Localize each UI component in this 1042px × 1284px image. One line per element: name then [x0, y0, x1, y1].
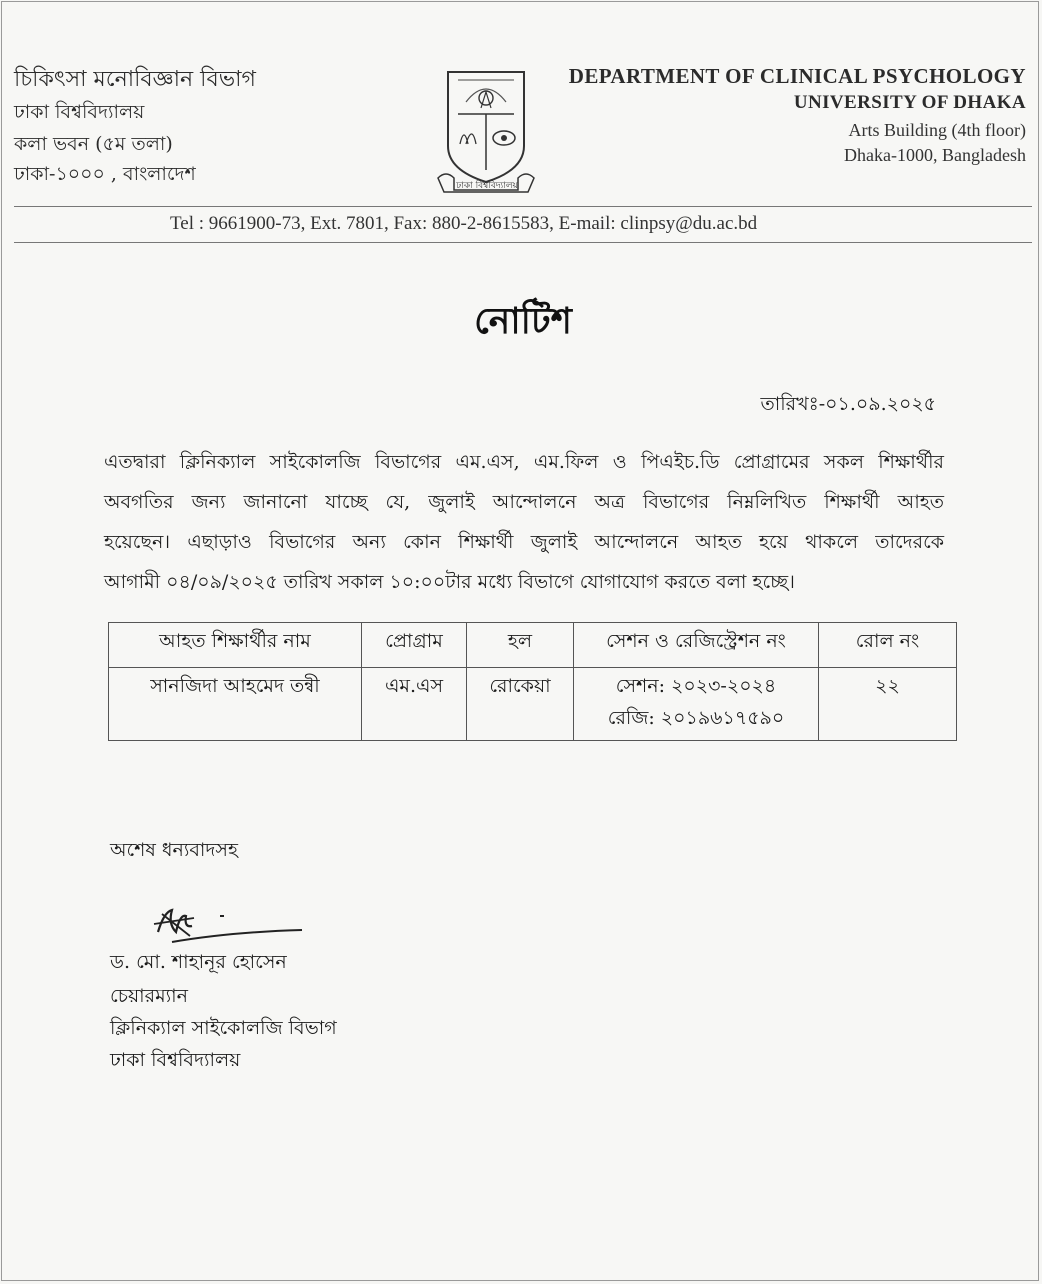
en-building: Arts Building (4th floor) [848, 120, 1026, 140]
signatory-department: ক্লিনিক্যাল সাইকোলজি বিভাগ [110, 1017, 337, 1039]
notice-document [1, 1, 1039, 1281]
crest-ribbon-caption: ঢাকা বিশ্ববিদ্যালয় [456, 181, 518, 191]
en-city: Dhaka-1000, Bangladesh [844, 145, 1026, 165]
notice-title: নোটিশ [474, 300, 572, 342]
cell-registration: রেজি: ২০১৯৬১৭৫৯০ [607, 707, 785, 729]
col-header-roll: রোল নং [819, 623, 957, 668]
handwritten-signature [150, 902, 310, 954]
col-header-program: প্রোগ্রাম [362, 623, 467, 668]
col-header-name: আহত শিক্ষার্থীর নাম [109, 623, 362, 668]
contact-line: Tel : 9661900-73, Ext. 7801, Fax: 880-2-8615583, E-mail: clinpsy@du.ac.bd [170, 213, 758, 234]
en-department-title: DEPARTMENT OF CLINICAL PSYCHOLOGY [568, 64, 1026, 88]
signatory-designation: চেয়ারম্যান [110, 985, 189, 1007]
bn-department-name: চিকিৎসা মনোবিজ্ঞান বিভাগ [14, 67, 256, 92]
bn-city: ঢাকা-১০০০ , বাংলাদেশ [14, 163, 196, 185]
cell-session: সেশন: ২০২৩-২০২৪ [615, 675, 777, 697]
notice-body-line: অবগতির জন্য জানানো যাচ্ছে যে, জুলাই আন্দোলনে অত্র বিভাগের নিম্নলিখিত শিক্ষার্থী আহত [104, 491, 944, 513]
col-header-session-registration: সেশন ও রেজিস্ট্রেশন নং [574, 623, 819, 668]
closing-greeting: অশেষ ধন্যবাদসহ [110, 839, 238, 861]
signatory-university: ঢাকা বিশ্ববিদ্যালয় [110, 1049, 241, 1071]
bn-university-name: ঢাকা বিশ্ববিদ্যালয় [14, 101, 145, 123]
col-header-hall: হল [467, 623, 574, 668]
notice-body [104, 442, 944, 602]
bn-building: কলা ভবন (৫ম তলা) [14, 133, 173, 155]
signatory-name: ড. মো. শাহানূর হোসেন [110, 951, 287, 973]
notice-body-line: আগামী ০৪/০৯/২০২৫ তারিখ সকাল ১০:০০টার মধ্যে বিভাগে যোগাযোগ করতে বলা হচ্ছে। [104, 571, 795, 593]
cell-program: এম.এস [362, 668, 467, 741]
cell-session-registration [574, 668, 819, 741]
notice-body-line: এতদ্বারা ক্লিনিক্যাল সাইকোলজি বিভাগের এম.এস, এম.ফিল ও পিএইচ.ডি প্রোগ্রামের সকল শিক্ষার্থীর [104, 451, 944, 473]
cell-hall: রোকেয়া [467, 668, 574, 741]
table-header-row [109, 623, 957, 668]
table-row [109, 668, 957, 741]
header-bottom-rule [14, 242, 1032, 243]
cell-name: সানজিদা আহমেদ তন্বী [109, 668, 362, 741]
header-top-rule [14, 206, 1032, 207]
en-university-name: UNIVERSITY OF DHAKA [793, 92, 1026, 113]
notice-body-line: হয়েছেন। এছাড়াও বিভাগের অন্য কোন শিক্ষার্থী জুলাই আন্দোলনে আহত হয়ে থাকলে তাদেরকে [104, 531, 944, 553]
cell-roll: ২২ [819, 668, 957, 741]
injured-students-table [108, 622, 957, 741]
notice-date: তারিখঃ-০১.০৯.২০২৫ [760, 393, 936, 415]
